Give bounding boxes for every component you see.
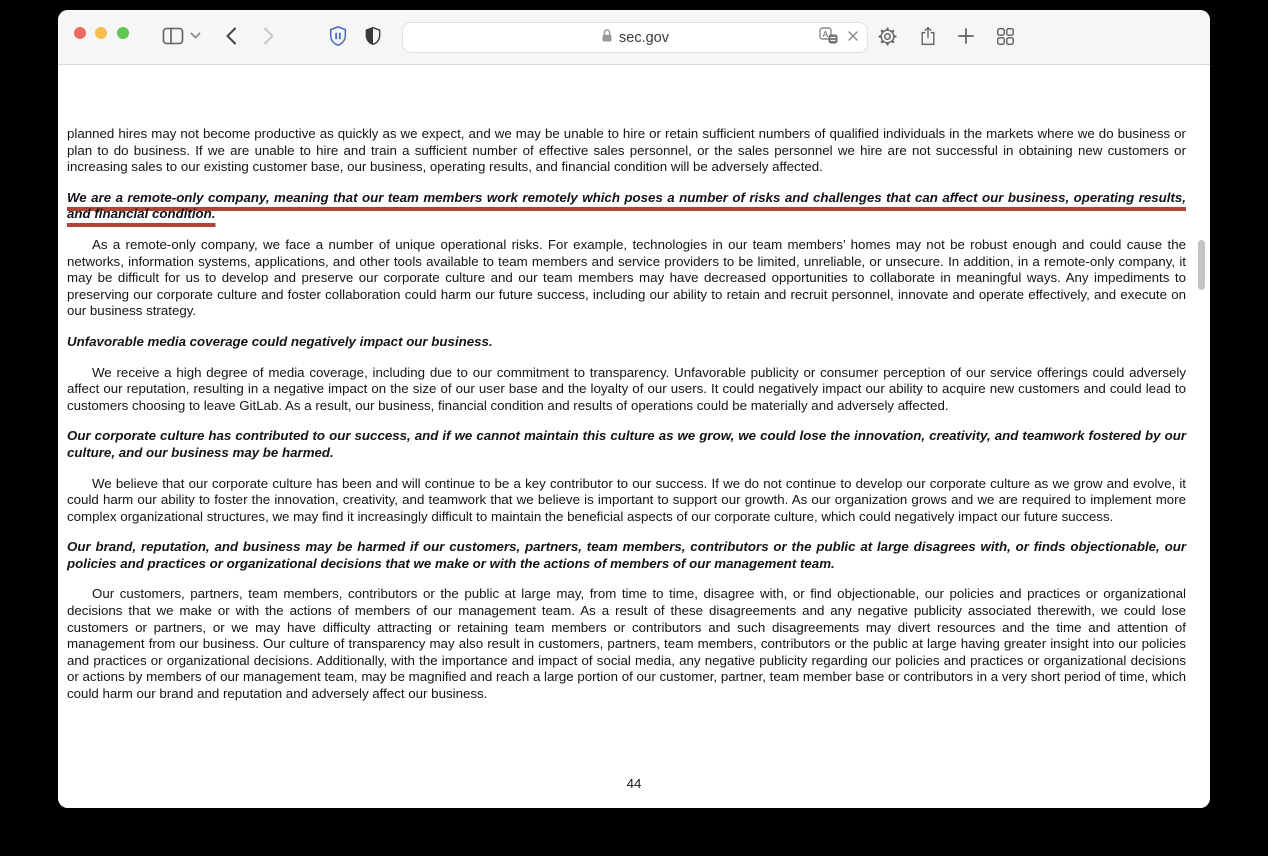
plus-icon (957, 27, 975, 45)
minimize-button[interactable] (95, 27, 107, 39)
page-number: 44 (626, 776, 642, 791)
document-body (58, 65, 1210, 703)
privacy-report-button[interactable] (321, 19, 355, 53)
share-button[interactable] (911, 19, 945, 53)
forward-button[interactable] (252, 19, 286, 53)
tab-overview-icon (996, 27, 1015, 46)
zoom-button[interactable] (117, 27, 129, 39)
translate-button[interactable] (819, 27, 839, 49)
privacy-shield-pause-icon (327, 24, 349, 48)
paragraph: Our customers, partners, team members, contributors or the public at large may, from time to time, disagree with, or find objectionable, our policies and practices or organizational decisions that we make or with the actions of members of our management team. As a result of these disagreements and any negative publicity associated therewith, we could lose customers or partners, or we may have difficulty attracting or retaining team members or contributors and such disagreements may divert resources and the time and attention of management from our business. Our culture of transparency may also result in customers, partners, team members, contributors or the public at large having greater insight into our policies and practices or organizational decisions. Additionally, with the importance and impact of social media, any negative publicity regarding our policies and practices or organizational decisions or actions by members of our management team, may be magnified and reach a large portion of our customer, partner, team member base or contributors in a very short period of time, which could harm our brand and reputation and adversely affect our business. (67, 586, 1186, 702)
svg-text:A: A (822, 28, 829, 39)
sidebar-icon (162, 27, 184, 45)
profile-shield-button[interactable] (356, 19, 390, 53)
risk-heading-remote-only-annotated: We are a remote-only company, meaning that our team members work remotely which poses a number of risks and challenges that can affect our business, operating results, and financial condition. (67, 189, 1186, 222)
web-content-area (58, 65, 1210, 808)
scrollbar-thumb[interactable] (1198, 240, 1205, 290)
chevron-down-icon (190, 32, 201, 40)
paragraph: As a remote-only company, we face a number of unique operational risks. For example, technologies in our team members’ homes may not be robust enough and could cause the networks, information systems, applications, and other tools available to team members and service providers to be limited, unreliable, or unsecure. In addition, in a remote-only company, it may be difficult for us to develop and preserve our corporate culture and our team members may have decreased opportunities to collaborate in meaningful ways. Any impediments to preserving our corporate culture and foster collaboration could harm our future success, including our ability to retain and recruit personnel, innovate and operate effectively, and execute on our business strategy. (67, 236, 1186, 319)
back-button[interactable] (214, 19, 248, 53)
gear-icon (877, 26, 898, 47)
risk-heading-brand-reputation: Our brand, reputation, and business may be harmed if our customers, partners, team members, contributors or the public at large disagrees with, or finds objectionable, our policies and practices or organizational decisions that we make or with the actions of members of our management team. (67, 539, 1186, 571)
close-button[interactable] (74, 27, 86, 39)
paragraph: We receive a high degree of media coverage, including due to our commitment to transparency. Unfavorable publicity or consumer perception of our service offerings could adversely affect our reputation, resulting in a negative impact on the size of our user base and the loyalty of our users. It could negatively impact our ability to acquire new customers and could lead to customers choosing to leave GitLab. As a result, our business, financial condition and results of operations could be materially and adversely affected. (67, 364, 1186, 413)
paragraph: We believe that our corporate culture has been and will continue to be a key contributor to our success. If we do not continue to develop our corporate culture as we grow and evolve, it could harm our ability to foster the innovation, creativity, and teamwork that we believe is important to support our growth. As our organization grows and we are required to implement more complex organizational structures, we may find it increasingly difficult to maintain the beneficial aspects of our corporate culture, which could negatively impact our future success. (67, 475, 1186, 524)
tab-overview-button[interactable] (988, 19, 1022, 53)
share-icon (918, 25, 938, 47)
browser-toolbar (58, 10, 1210, 65)
risk-heading-corporate-culture: Our corporate culture has contributed to our success, and if we cannot maintain this culture as we grow, we could lose the innovation, creativity, and teamwork fostered by our culture, and our business may be harmed. (67, 428, 1186, 460)
settings-button[interactable] (870, 19, 904, 53)
sidebar-menu-chevron[interactable] (184, 19, 206, 53)
back-icon (225, 27, 237, 45)
risk-heading-media-coverage: Unfavorable media coverage could negatively impact our business. (67, 333, 493, 349)
new-tab-button[interactable] (949, 19, 983, 53)
browser-window (58, 10, 1210, 808)
forward-icon (263, 27, 275, 45)
url-text: sec.gov (619, 29, 669, 46)
clear-icon[interactable] (847, 29, 859, 47)
url-field[interactable] (402, 22, 868, 53)
paragraph-continuation: planned hires may not become productive as quickly as we expect, and we may be unable to hire or retain sufficient numbers of qualified individuals in the markets where we do business or plan to do business. If we are unable to hire and train a sufficient number of effective sales personnel, or the sales personnel we hire are not successful in obtaining new customers or increasing sales to our existing customer base, our business, operating results, and financial condition will be adversely affected. (67, 126, 1186, 175)
lock-icon (601, 28, 613, 48)
profile-shield-icon (363, 24, 383, 48)
